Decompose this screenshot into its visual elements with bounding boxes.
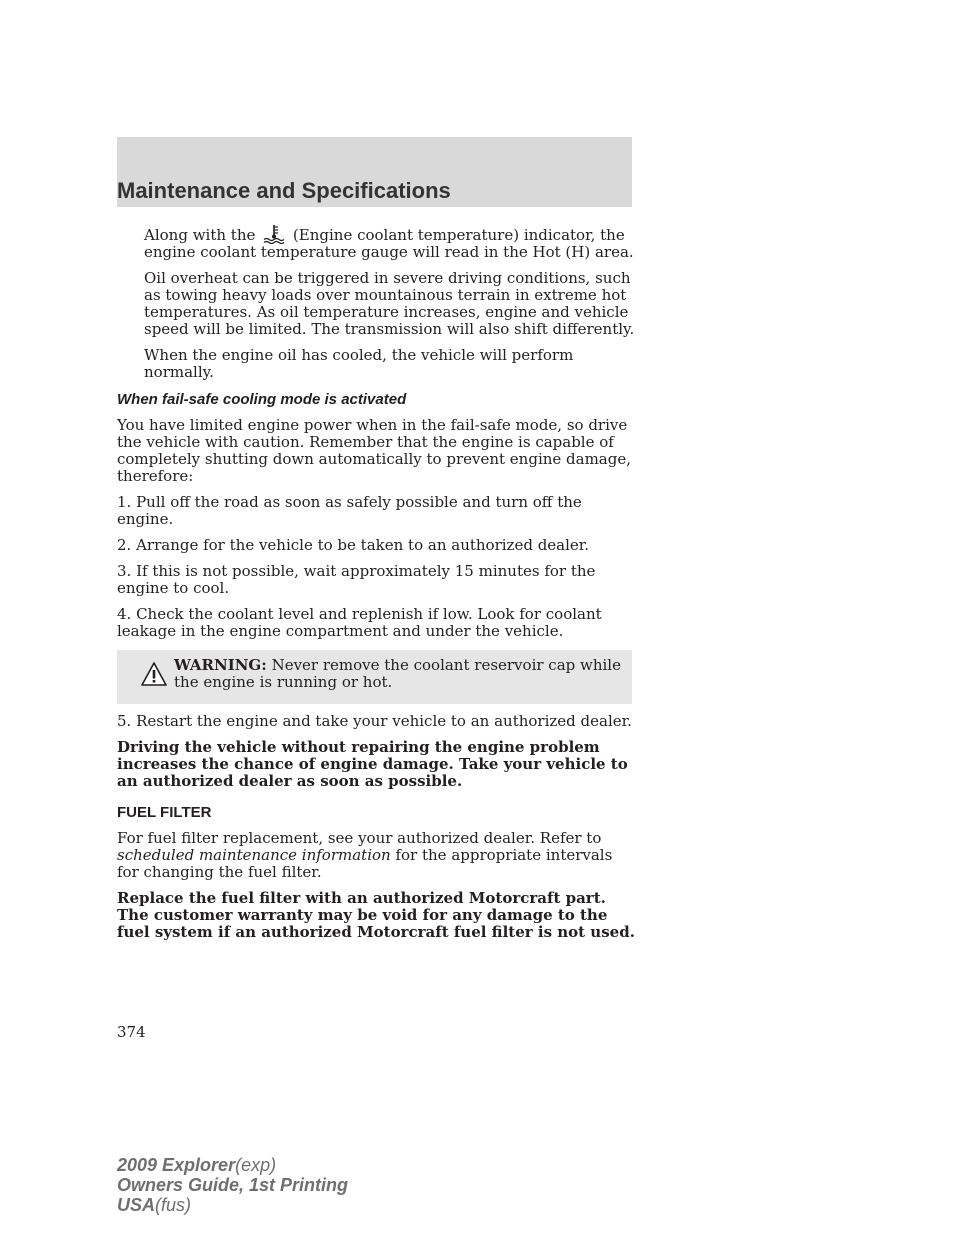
footer bbox=[117, 1155, 348, 1215]
fuel-filter-paragraph bbox=[117, 830, 637, 881]
coolant-paragraph bbox=[117, 224, 637, 261]
footer-region: USA bbox=[117, 1195, 156, 1215]
warning-label: WARNING: bbox=[174, 656, 267, 674]
scheduled-maintenance-reference: scheduled maintenance information bbox=[117, 846, 391, 864]
fail-safe-subheading: When fail-safe cooling mode is activated bbox=[117, 391, 407, 408]
page-content bbox=[117, 224, 637, 941]
warning-text: Never remove the coolant reservoir cap while the engine is running or hot. bbox=[174, 656, 621, 691]
footer-model-code: (exp) bbox=[235, 1155, 277, 1175]
coolant-text-after: (Engine coolant temperature) indicator, the engine coolant temperature gauge will read in the Hot (H) area. bbox=[144, 226, 634, 261]
footer-line-1 bbox=[117, 1155, 348, 1175]
warning-triangle-icon bbox=[141, 662, 167, 686]
warning-box bbox=[117, 650, 632, 704]
coolant-text-before: Along with the bbox=[144, 226, 256, 244]
step-4: 4. Check the coolant level and replenish if low. Look for coolant leakage in the engine compartment and under the vehicle. bbox=[117, 605, 602, 640]
fail-safe-paragraph: You have limited engine power when in the fail-safe mode, so drive the vehicle with caution. Remember that the engine is capable of completely shutting down automatically to prevent engine damage, therefore: bbox=[117, 416, 631, 485]
step-2: 2. Arrange for the vehicle to be taken to an authorized dealer. bbox=[117, 536, 590, 554]
fuel-text-after: for the appropriate intervals for changing the fuel filter. bbox=[117, 846, 613, 881]
fuel-filter-heading: FUEL FILTER bbox=[117, 804, 212, 821]
footer-model: 2009 Explorer bbox=[117, 1155, 236, 1175]
footer-line-2: Owners Guide, 1st Printing bbox=[117, 1175, 349, 1195]
page-title: Maintenance and Specifications bbox=[117, 178, 451, 203]
oil-cooled-paragraph: When the engine oil has cooled, the vehicle will perform normally. bbox=[144, 346, 574, 381]
step-3: 3. If this is not possible, wait approximately 15 minutes for the engine to cool. bbox=[117, 562, 596, 597]
oil-overheat-paragraph: Oil overheat can be triggered in severe driving conditions, such as towing heavy loads over mountainous terrain in extreme hot temperatures. As oil temperature increases, engine and vehicle speed will be limited. The transmission will also shift differently. bbox=[144, 269, 635, 338]
step-1: 1. Pull off the road as soon as safely possible and turn off the engine. bbox=[117, 493, 582, 528]
page-number: 374 bbox=[117, 1023, 146, 1041]
warning-text-block bbox=[174, 657, 624, 691]
step-5: 5. Restart the engine and take your vehicle to an authorized dealer. bbox=[117, 712, 632, 730]
engine-coolant-temperature-icon bbox=[260, 224, 288, 244]
motorcraft-notice: Replace the fuel filter with an authorized Motorcraft part. The customer warranty may be void for any damage to the fuel system if an authorized Motorcraft fuel filter is not used. bbox=[117, 889, 635, 941]
engine-damage-notice: Driving the vehicle without repairing the engine problem increases the chance of engine damage. Take your vehicle to an authorized dealer as soon as possible. bbox=[117, 738, 628, 790]
footer-line-3 bbox=[117, 1195, 348, 1215]
fuel-text-before: For fuel filter replacement, see your authorized dealer. Refer to bbox=[117, 829, 602, 847]
footer-region-code: (fus) bbox=[155, 1195, 192, 1215]
